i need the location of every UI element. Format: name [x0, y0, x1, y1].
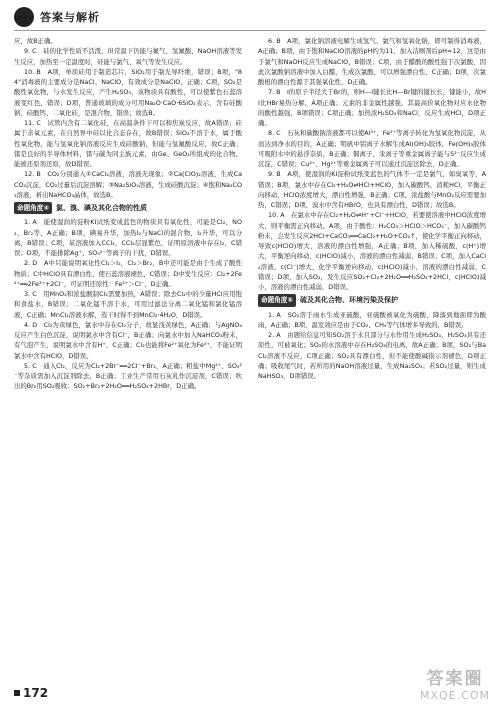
answer-paragraph: 1. A 能使湿润的淀粉KI试纸变成蓝色的物质具有氧化性，可能是Cl₂、NO₂、Br₂等，A正确；B项，碘易升华，加热I₂与NaCl的混合物，I₂升华，可以分离，B错误；C项，某溶液加入CCl₄，CCl₄层显紫色，证明原溶液中存在I₂，C错误；D项，不能排除Ag⁺、SO₄²⁻等离子的干扰，D错误。 [14, 218, 242, 257]
section-heading [258, 294, 486, 306]
header-title: 答案与解析 [40, 11, 100, 24]
section-title: 硫及其化合物、环境污染及保护 [299, 296, 398, 305]
page-number-text: 172 [23, 686, 49, 700]
watermark-logo-text: 答案圈 [426, 669, 484, 689]
answer-paragraph: 应，故B正确。 [14, 37, 57, 45]
section-heading [14, 202, 242, 214]
answer-paragraph: 12. B CO₂分别通入①CaCl₂溶液，溶液无现象；②Ca(ClO)₂溶液，生成CaCO₃沉淀，CO₂过量后沉淀溶解；③Na₂SiO₃溶液，生成硅酸沉淀；④饱和Na₂CO₃溶液，析出NaHCO₃晶体，故选B。 [14, 170, 242, 199]
left-column [14, 36, 242, 392]
square-bullet-icon [14, 690, 20, 696]
page-header [14, 6, 100, 28]
book-logo-icon [14, 7, 34, 27]
answer-paragraph: 9. C 硅的化学性质不活泼，但常温下仍能与氟气、氢氟酸、NaOH溶液等发生反应，加热至一定温度时，硅能与氯气、氧气等发生反应。 [14, 47, 242, 66]
watermark-url: MXQE.COM [420, 689, 490, 702]
answer-paragraph: 3. C 用MnO₂和浓盐酸制Cl₂需要加热，A错误；除去Cl₂中的少量HCl应用饱和食盐水，B错误；二氧化锰不溶于水，可用过滤法分离二氧化锰和氯化锰溶液，C正确；MnCl₂溶液水解，蒸干时得不到MnCl₂·4H₂O，D错误。 [14, 290, 242, 319]
answer-paragraph: 4. D Cl₂为黄绿色，氯水中存在Cl₂分子，故显浅黄绿色，A正确；与AgNO₃反应产生白色沉淀，说明氯水中含有Cl⁻，B正确；向氯水中加入NaHCO₃粉末，有气泡产生，说明氯水中含有H⁺，C正确；Cl₂也能将Fe²⁺氧化为Fe³⁺，不能证明氯水中含有HClO，D错误。 [14, 320, 242, 360]
answer-paragraph: 10. A 在氯水中存在Cl₂+H₂O⇌H⁺+Cl⁻+HClO，若要使溶液中HClO浓度增大，则平衡需正向移动。A项，由于酸性：H₂CO₃＞HClO＞HCO₃⁻，加入碳酸钙粉末，会发生反应2HCl+CaCO₃══CaCl₂+H₂O+CO₂↑，使化学平衡正向移动，导致c(HClO)增大，溶液的漂白性增强，A正确；B项，加入稀硫酸，c(H⁺)增大，平衡逆向移动，c(HClO)减小，溶液的漂白性减弱，B错误；C项，加入CaCl₂溶液，c(Cl⁻)增大，化学平衡逆向移动，c(HClO)减小，溶液的漂白性减弱，C错误；D项，加入SO₂，发生反应SO₂+Cl₂+2H₂O══H₂SO₄+2HCl，c(HClO)减小，溶液的漂白性减弱，D错误。 [258, 211, 486, 291]
answer-paragraph: 7. B I的原子半径大于Br的，则H—I键长比H—Br键的键长长，键能小，故HI比HBr易热分解，A项正确；元素的非金属性越强，其最高价氧化物对应水化物的酸性越强，B项错误；C项正确；加热浓H₂SO₄和NaCl，反应生成HCl，D项正确。 [258, 88, 486, 127]
answer-paragraph: 11. C 试管内含有二氧化硅，在高温条件下可以和焦炭反应，故A错误；硅属于亲氧元素，在自然界中硅以化合态存在，故B错误；SiO₂不溶于水，属于酸性氧化物，能与氢氧化钠溶液反应生成硅酸钠，但能与氢氟酸反应，故C正确；锗是良好的半导体材料，锗与碳为同主族元素，由Ge、GeO₂所组成的化合物，能被还原剂还原，故D错误。 [14, 119, 242, 168]
header-rule [14, 30, 486, 31]
section-title: 氯、溴、碘及其化合物的性质 [55, 204, 147, 212]
section-tag: 命题角度④ [14, 202, 52, 214]
answer-paragraph: 5. C 通入Cl₂，反应为Cl₂+2Br⁻══2Cl⁻+Br₂，A正确；粗盐中Mg²⁺、SO₄²⁻等杂质需加入沉淀剂除去，B正确；工业生产常用石灰乳作沉淀剂，C错误；吹出的Br₂用SO₂吸收：SO₂+Br₂+2H₂O══H₂SO₄+2HBr，D正确。 [14, 361, 242, 391]
answer-paragraph: 1. A SO₂溶于雨水生成亚硫酸，亚硫酸被氧化为硫酸，降落到地面即为酸雨，A正确；B项，温室效应是由于CO₂、CH₄等气体增多导致的，B错误。 [258, 310, 486, 329]
page-number [14, 686, 48, 700]
answer-paragraph: 2. A 由题给信息可知SO₂溶于水且部分与水作用生成H₂SO₃，H₂SO₃具有还原性，可被氧化；SO₂的水溶液中存在H₂SO₃的电离，故A正确；B项，SO₂与BaCl₂溶液不反应，C项正确；SO₂具有漂白性，但不能使酸碱指示剂褪色，D项正确；吸收尾气时，若所用的NaOH溶液过量，生成Na₂SO₃；若SO₂过量，则生成NaHSO₃，D项错误。 [258, 331, 486, 380]
answer-paragraph: 9. B A项，使湿润的KI淀粉试纸变蓝色的气体不一定是氯气，如臭氧等，A错误；B项，氯水中存在Cl₂+H₂O⇌HCl+HClO，加入碳酸钙，消耗HCl，平衡正向移动，HClO浓度增大，漂白性增强，B正确；C项，浓盐酸与MnO₂反应需要加热，C错误；D项，溴水中含有HBrO，也具有漂白性，D错误；故选B。 [258, 170, 486, 209]
right-column [258, 36, 486, 381]
answer-paragraph: 8. C 石灰和碳酸钠溶液都可以使Al³⁺、Fe³⁺等离子转化为氢氧化物沉淀，从而达到净水的目的，A正确；明矾中铝离子水解生成Al(OH)₃胶体，Fe(OH)₃胶体可吸附水中的悬浮杂质，B正确；铜离子、汞离子等重金属离子能与S²⁻反应生成沉淀，C错误；Cu²⁺、Hg²⁺等重金属离子可以通过沉淀法除去，D正确。 [258, 129, 486, 168]
answer-paragraph: 2. D A中只能说明氧化性Cl₂＞I₂，Cl₂＞Br₂，B中还可能是由于生成了酸性物质；C中HClO具有漂白性，使石蕊溶液褪色，C错误；D中发生反应：Cl₂+2Fe²⁺══2Fe³⁺+2Cl⁻，可证明还原性：Fe²⁺＞Cl⁻，D正确。 [14, 259, 242, 288]
answer-paragraph: 10. B A项，单质硅用于制造芯片，SiO₂用于制光导纤维，错误；B项，"84"消毒液的主要成分是NaCl、NaClO，有效成分是NaClO，正确；C项，SO₂是酸性氧化物，与水发生反应，产生H₂SO₃，该物质具有酸性，可以使紫色石蕊溶液变红色，错误；D项，普通玻璃的成分可用Na₂O·CaO·6SiO₂表示，含有硅酸钠、硅酸钙、二氧化硅，是混合物，错误；故选B。 [14, 67, 242, 117]
answer-paragraph: 6. B A项，氯化钠溶液电解生成氢气、氯气和氢氧化钠，即可制得消毒液，A正确；B项，由于饱和NaClO溶液的pH约为11，加入洁厕剂后pH=12，这是由于氯气和NaOH反应生成NaClO，B错误；C项，由于醋酸的酸性强于次氯酸，因此次氯酸钠溶液中加入白醋，生成次氯酸，可以增强漂白性，C正确；D项，次氯酸根的漂白性源于其强氧化性，D正确。 [258, 37, 486, 86]
section-tag: 命题角度⑤ [258, 294, 296, 306]
watermark [420, 664, 490, 702]
